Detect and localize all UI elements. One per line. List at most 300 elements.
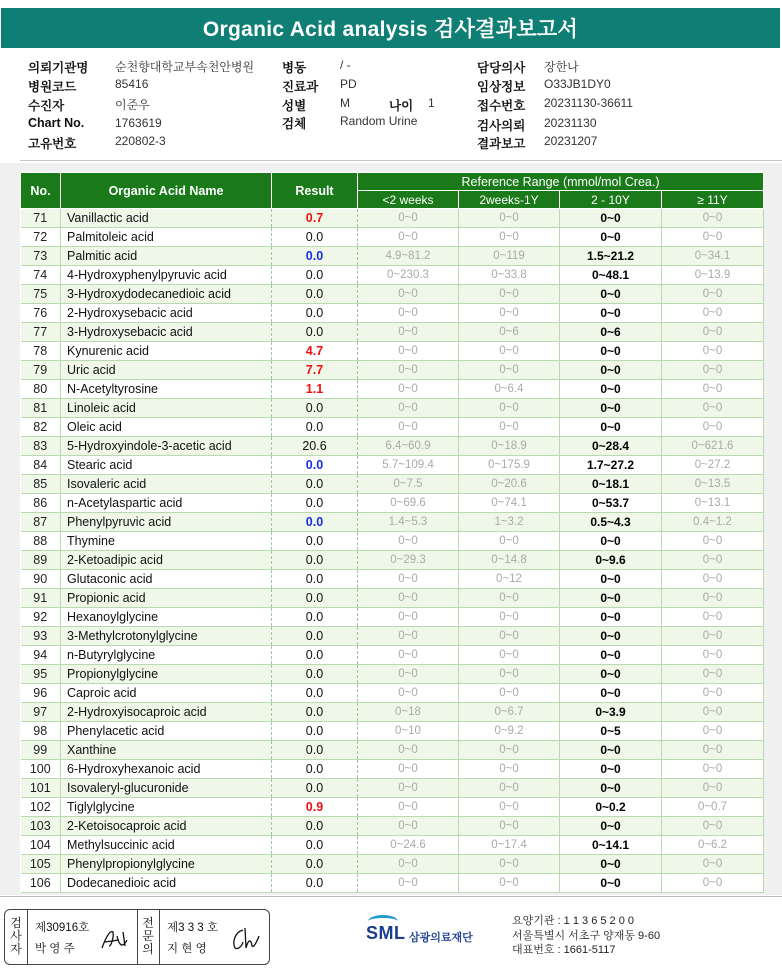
row-range-0: 0~0 [358, 380, 459, 399]
row-range-2: 0~0 [560, 779, 662, 798]
table-row [21, 285, 764, 304]
label-chart-no: Chart No. [28, 116, 85, 130]
table-row [21, 665, 764, 684]
row-no: 89 [21, 551, 61, 570]
row-no: 91 [21, 589, 61, 608]
row-result: 0.0 [272, 570, 358, 589]
row-range-3: 0~0 [662, 817, 764, 836]
row-acid-name: Palmitic acid [61, 247, 272, 266]
header-range-2w-1y: 2weeks-1Y [459, 191, 560, 209]
row-result: 0.0 [272, 456, 358, 475]
divider [20, 160, 782, 161]
row-range-0: 5.7~109.4 [358, 456, 459, 475]
row-range-2: 0~0 [560, 589, 662, 608]
table-row [21, 874, 764, 893]
address: 서울특별시 서초구 양재동 9-60 [512, 929, 661, 942]
table-row [21, 418, 764, 437]
row-no: 102 [21, 798, 61, 817]
label-hospital: 의뢰기관명 [28, 61, 89, 75]
row-no: 80 [21, 380, 61, 399]
row-no: 72 [21, 228, 61, 247]
row-range-0: 0~0 [358, 228, 459, 247]
row-range-0: 0~0 [358, 817, 459, 836]
row-range-2: 0~0 [560, 380, 662, 399]
row-result: 0.0 [272, 399, 358, 418]
row-result: 1.1 [272, 380, 358, 399]
row-range-2: 0~0 [560, 399, 662, 418]
row-acid-name: Xanthine [61, 741, 272, 760]
row-range-3: 0~27.2 [662, 456, 764, 475]
row-range-1: 0~0 [459, 608, 560, 627]
row-acid-name: N-Acetyltyrosine [61, 380, 272, 399]
row-range-3: 0~0 [662, 722, 764, 741]
value-doctor: 장한나 [544, 60, 579, 74]
label-ward: 병동 [282, 61, 307, 75]
row-no: 79 [21, 361, 61, 380]
value-hospital: 순천향대학교부속천안병원 [115, 60, 255, 74]
row-range-0: 0~0 [358, 741, 459, 760]
row-range-3: 0~0 [662, 760, 764, 779]
row-no: 103 [21, 817, 61, 836]
row-range-2: 0~0 [560, 874, 662, 893]
row-range-1: 0~0 [459, 646, 560, 665]
row-range-3: 0~0.7 [662, 798, 764, 817]
row-range-1: 0~0 [459, 855, 560, 874]
label-receipt-no: 접수번호 [477, 99, 526, 113]
row-range-3: 0~0 [662, 570, 764, 589]
row-range-1: 0~0 [459, 228, 560, 247]
row-range-2: 0~5 [560, 722, 662, 741]
row-range-0: 0~29.3 [358, 551, 459, 570]
value-ward: / - [340, 58, 351, 72]
row-range-2: 0~0 [560, 817, 662, 836]
row-result: 7.7 [272, 361, 358, 380]
row-no: 95 [21, 665, 61, 684]
row-range-3: 0~0 [662, 361, 764, 380]
row-range-1: 0~74.1 [459, 494, 560, 513]
row-range-3: 0~0 [662, 779, 764, 798]
row-range-2: 0~0.2 [560, 798, 662, 817]
row-range-2: 0~0 [560, 532, 662, 551]
row-range-1: 0~0 [459, 399, 560, 418]
signature-box [4, 909, 270, 965]
row-range-2: 0~28.4 [560, 437, 662, 456]
row-result: 0.0 [272, 855, 358, 874]
row-range-1: 0~33.8 [459, 266, 560, 285]
row-acid-name: Palmitoleic acid [61, 228, 272, 247]
row-range-3: 0~13.5 [662, 475, 764, 494]
row-range-1: 0~18.9 [459, 437, 560, 456]
patient-info [0, 50, 782, 158]
table-row [21, 703, 764, 722]
value-department: PD [340, 77, 357, 91]
row-range-2: 0~0 [560, 855, 662, 874]
row-no: 74 [21, 266, 61, 285]
value-hospital-code: 85416 [115, 77, 149, 91]
table-row [21, 456, 764, 475]
label-department: 진료과 [282, 80, 319, 94]
row-no: 87 [21, 513, 61, 532]
row-range-0: 0~24.6 [358, 836, 459, 855]
row-no: 78 [21, 342, 61, 361]
sign-divider [159, 910, 160, 964]
row-range-1: 0~0 [459, 285, 560, 304]
table-row [21, 380, 764, 399]
row-result: 0.0 [272, 627, 358, 646]
row-range-2: 0~0 [560, 342, 662, 361]
row-range-3: 0~0 [662, 342, 764, 361]
row-range-1: 0~20.6 [459, 475, 560, 494]
table-row [21, 722, 764, 741]
row-range-0: 0~0 [358, 304, 459, 323]
row-range-1: 0~0 [459, 361, 560, 380]
row-range-2: 0~53.7 [560, 494, 662, 513]
table-row [21, 266, 764, 285]
table-row [21, 817, 764, 836]
row-no: 81 [21, 399, 61, 418]
table-row [21, 532, 764, 551]
table-row [21, 779, 764, 798]
row-result: 0.7 [272, 209, 358, 228]
row-acid-name: Methylsuccinic acid [61, 836, 272, 855]
row-range-2: 0~0 [560, 760, 662, 779]
row-acid-name: Oleic acid [61, 418, 272, 437]
row-range-3: 0~0 [662, 209, 764, 228]
row-range-1: 0~0 [459, 817, 560, 836]
row-no: 84 [21, 456, 61, 475]
row-result: 0.9 [272, 798, 358, 817]
row-no: 85 [21, 475, 61, 494]
value-unique-no: 220802-3 [115, 134, 166, 148]
row-no: 73 [21, 247, 61, 266]
row-range-0: 0~7.5 [358, 475, 459, 494]
row-acid-name: 2-Hydroxysebacic acid [61, 304, 272, 323]
row-range-2: 0~3.9 [560, 703, 662, 722]
table-row [21, 209, 764, 228]
tester-id: 제30916호 [35, 922, 90, 934]
row-range-1: 0~119 [459, 247, 560, 266]
row-range-3: 0~0 [662, 684, 764, 703]
sign-divider [27, 910, 28, 964]
row-result: 0.0 [272, 779, 358, 798]
row-result: 0.0 [272, 285, 358, 304]
row-result: 0.0 [272, 532, 358, 551]
row-no: 105 [21, 855, 61, 874]
row-range-2: 0~0 [560, 627, 662, 646]
value-specimen: Random Urine [340, 114, 418, 128]
row-result: 0.0 [272, 665, 358, 684]
row-range-2: 0~0 [560, 209, 662, 228]
row-range-3: 0.4~1.2 [662, 513, 764, 532]
row-range-0: 0~0 [358, 608, 459, 627]
row-range-3: 0~13.1 [662, 494, 764, 513]
row-range-3: 0~0 [662, 608, 764, 627]
table-row [21, 836, 764, 855]
table-row [21, 684, 764, 703]
row-no: 98 [21, 722, 61, 741]
row-range-3: 0~0 [662, 418, 764, 437]
row-range-1: 0~0 [459, 342, 560, 361]
row-acid-name: 6-Hydroxyhexanoic acid [61, 760, 272, 779]
row-acid-name: Phenylacetic acid [61, 722, 272, 741]
row-range-0: 0~0 [358, 665, 459, 684]
table-row [21, 475, 764, 494]
row-acid-name: Dodecanedioic acid [61, 874, 272, 893]
row-range-2: 0~9.6 [560, 551, 662, 570]
row-range-1: 0~0 [459, 418, 560, 437]
row-acid-name: 2-Hydroxyisocaproic acid [61, 703, 272, 722]
row-acid-name: Hexanoylglycine [61, 608, 272, 627]
row-range-0: 0~0 [358, 874, 459, 893]
row-result: 0.0 [272, 266, 358, 285]
row-range-3: 0~0 [662, 855, 764, 874]
row-range-3: 0~0 [662, 285, 764, 304]
row-acid-name: Tiglylglycine [61, 798, 272, 817]
row-result: 0.0 [272, 589, 358, 608]
row-range-1: 0~0 [459, 627, 560, 646]
row-range-1: 0~0 [459, 779, 560, 798]
row-range-0: 1.4~5.3 [358, 513, 459, 532]
row-acid-name: Isovaleric acid [61, 475, 272, 494]
tester-name: 박 영 주 [35, 943, 75, 955]
table-row [21, 627, 764, 646]
row-no: 104 [21, 836, 61, 855]
row-no: 99 [21, 741, 61, 760]
row-no: 96 [21, 684, 61, 703]
table-row [21, 228, 764, 247]
row-range-3: 0~34.1 [662, 247, 764, 266]
reviewer-label: 전문의 [142, 916, 154, 956]
row-range-1: 0~0 [459, 684, 560, 703]
row-acid-name: n-Butyrylglycine [61, 646, 272, 665]
label-specimen: 검체 [282, 117, 307, 131]
row-range-0: 0~0 [358, 798, 459, 817]
label-patient: 수진자 [28, 99, 65, 113]
reviewer-name: 지 현 영 [167, 943, 207, 955]
row-result: 0.0 [272, 304, 358, 323]
row-acid-name: 5-Hydroxyindole-3-acetic acid [61, 437, 272, 456]
row-range-2: 0~18.1 [560, 475, 662, 494]
row-range-0: 0~10 [358, 722, 459, 741]
row-range-0: 0~0 [358, 570, 459, 589]
row-range-1: 0~175.9 [459, 456, 560, 475]
results-table [20, 172, 764, 893]
tester-label: 검사자 [10, 916, 22, 956]
row-acid-name: Propionylglycine [61, 665, 272, 684]
row-no: 88 [21, 532, 61, 551]
header-range-lt2w: <2 weeks [358, 191, 459, 209]
row-result: 0.0 [272, 228, 358, 247]
row-range-3: 0~0 [662, 304, 764, 323]
row-acid-name: Phenylpropionylglycine [61, 855, 272, 874]
row-range-2: 0~0 [560, 228, 662, 247]
label-doctor: 담당의사 [477, 61, 526, 75]
row-acid-name: Kynurenic acid [61, 342, 272, 361]
footer-divider [0, 896, 782, 897]
table-row [21, 437, 764, 456]
row-range-1: 0~0 [459, 304, 560, 323]
row-range-1: 0~6.4 [459, 380, 560, 399]
row-result: 0.0 [272, 684, 358, 703]
row-range-0: 0~0 [358, 855, 459, 874]
table-row [21, 570, 764, 589]
row-acid-name: 2-Ketoadipic acid [61, 551, 272, 570]
row-range-3: 0~0 [662, 646, 764, 665]
row-range-1: 0~0 [459, 741, 560, 760]
table-row [21, 494, 764, 513]
table-row [21, 399, 764, 418]
row-acid-name: 3-Methylcrotonylglycine [61, 627, 272, 646]
row-result: 0.0 [272, 608, 358, 627]
report-title: Organic Acid analysis 검사결과보고서 [1, 8, 780, 48]
row-acid-name: Glutaconic acid [61, 570, 272, 589]
row-range-0: 0~0 [358, 779, 459, 798]
row-range-3: 0~13.9 [662, 266, 764, 285]
value-receipt-no: 20231130-36611 [544, 96, 633, 110]
row-range-0: 0~18 [358, 703, 459, 722]
value-chart-no: 1763619 [115, 116, 162, 130]
row-range-0: 6.4~60.9 [358, 437, 459, 456]
row-result: 0.0 [272, 323, 358, 342]
row-range-2: 0~0 [560, 646, 662, 665]
row-result: 0.0 [272, 247, 358, 266]
row-result: 20.6 [272, 437, 358, 456]
tester-signature [99, 926, 131, 952]
row-result: 4.7 [272, 342, 358, 361]
row-acid-name: Phenylpyruvic acid [61, 513, 272, 532]
row-range-2: 0~0 [560, 285, 662, 304]
row-no: 93 [21, 627, 61, 646]
row-no: 94 [21, 646, 61, 665]
row-range-1: 0~0 [459, 760, 560, 779]
row-acid-name: 4-Hydroxyphenylpyruvic acid [61, 266, 272, 285]
label-request-date: 검사의뢰 [477, 119, 526, 133]
label-age: 나이 [389, 99, 414, 113]
row-range-1: 0~0 [459, 532, 560, 551]
row-range-3: 0~0 [662, 703, 764, 722]
row-result: 0.0 [272, 513, 358, 532]
table-row [21, 304, 764, 323]
row-range-2: 0~0 [560, 684, 662, 703]
row-range-1: 0~0 [459, 874, 560, 893]
row-acid-name: Vanillactic acid [61, 209, 272, 228]
row-range-0: 0~0 [358, 684, 459, 703]
row-range-3: 0~0 [662, 228, 764, 247]
results-body [21, 209, 764, 893]
label-unique-no: 고유번호 [28, 137, 77, 151]
row-range-2: 1.7~27.2 [560, 456, 662, 475]
row-acid-name: n-Acetylaspartic acid [61, 494, 272, 513]
row-range-2: 0~0 [560, 570, 662, 589]
row-range-2: 1.5~21.2 [560, 247, 662, 266]
row-no: 106 [21, 874, 61, 893]
row-no: 92 [21, 608, 61, 627]
row-range-0: 0~0 [358, 323, 459, 342]
row-range-0: 0~0 [358, 760, 459, 779]
row-range-2: 0~14.1 [560, 836, 662, 855]
row-no: 100 [21, 760, 61, 779]
row-no: 71 [21, 209, 61, 228]
logo-sml: SML [366, 923, 406, 943]
row-range-3: 0~0 [662, 323, 764, 342]
logo-org-name: 삼광의료재단 [409, 932, 473, 944]
table-row [21, 247, 764, 266]
row-acid-name: Linoleic acid [61, 399, 272, 418]
row-acid-name: Thymine [61, 532, 272, 551]
institution-code: 요양기관 : 1 1 3 6 5 2 0 0 [512, 915, 635, 927]
row-range-3: 0~0 [662, 627, 764, 646]
row-result: 0.0 [272, 646, 358, 665]
row-acid-name: Propionic acid [61, 589, 272, 608]
row-acid-name: 3-Hydroxydodecanedioic acid [61, 285, 272, 304]
reviewer-signature [229, 924, 263, 952]
phone: 대표번호 : 1661-5117 [512, 944, 616, 956]
table-row [21, 608, 764, 627]
row-range-2: 0~0 [560, 304, 662, 323]
row-range-2: 0~0 [560, 418, 662, 437]
row-result: 0.0 [272, 703, 358, 722]
row-no: 75 [21, 285, 61, 304]
row-range-2: 0~0 [560, 741, 662, 760]
table-row [21, 646, 764, 665]
row-range-3: 0~6.2 [662, 836, 764, 855]
header-name: Organic Acid Name [61, 173, 272, 209]
row-range-1: 0~14.8 [459, 551, 560, 570]
row-range-0: 0~0 [358, 646, 459, 665]
row-range-3: 0~0 [662, 380, 764, 399]
label-hospital-code: 병원코드 [28, 80, 77, 94]
row-range-0: 0~0 [358, 532, 459, 551]
row-range-1: 0~0 [459, 209, 560, 228]
row-acid-name: Caproic acid [61, 684, 272, 703]
row-range-1: 0~0 [459, 589, 560, 608]
row-acid-name: Stearic acid [61, 456, 272, 475]
table-row [21, 342, 764, 361]
row-range-2: 0~6 [560, 323, 662, 342]
row-result: 0.0 [272, 494, 358, 513]
table-row [21, 760, 764, 779]
row-range-0: 0~230.3 [358, 266, 459, 285]
row-range-3: 0~0 [662, 665, 764, 684]
row-range-0: 0~0 [358, 361, 459, 380]
sml-logo [366, 915, 496, 955]
sign-divider [137, 910, 138, 964]
row-no: 82 [21, 418, 61, 437]
row-range-3: 0~0 [662, 589, 764, 608]
value-request-date: 20231130 [544, 116, 597, 130]
row-range-1: 0~0 [459, 798, 560, 817]
row-result: 0.0 [272, 418, 358, 437]
row-acid-name: Uric acid [61, 361, 272, 380]
row-range-3: 0~0 [662, 874, 764, 893]
header-range-2-10y: 2 - 10Y [560, 191, 662, 209]
row-range-0: 0~0 [358, 589, 459, 608]
row-range-0: 0~0 [358, 627, 459, 646]
row-range-0: 0~0 [358, 418, 459, 437]
row-result: 0.0 [272, 760, 358, 779]
header-no: No. [21, 173, 61, 209]
row-range-2: 0~0 [560, 608, 662, 627]
row-no: 83 [21, 437, 61, 456]
table-row [21, 361, 764, 380]
table-row [21, 798, 764, 817]
row-range-1: 0~12 [459, 570, 560, 589]
value-patient: 이준우 [115, 98, 150, 112]
row-no: 90 [21, 570, 61, 589]
table-row [21, 855, 764, 874]
row-no: 101 [21, 779, 61, 798]
row-result: 0.0 [272, 741, 358, 760]
